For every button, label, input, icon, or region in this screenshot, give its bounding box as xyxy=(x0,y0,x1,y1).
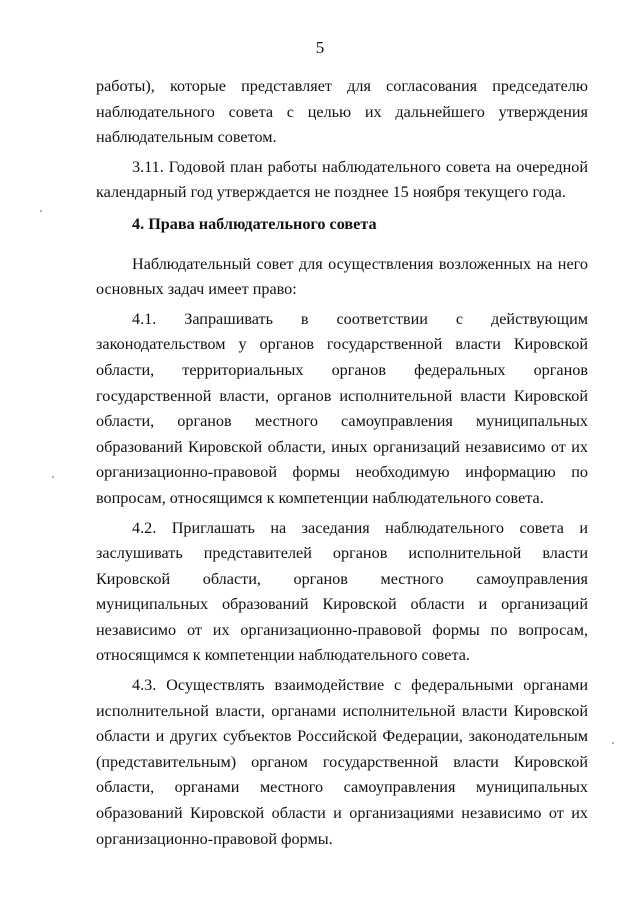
document-body xyxy=(96,74,588,852)
section-heading: 4. Права наблюдательного совета xyxy=(132,214,377,233)
page-number: 5 xyxy=(315,38,325,57)
paragraph-4-2: 4.2. Приглашать на заседания наблюдательного совета и заслушивать представителей органов исполнительной власти Кировской области, органов местного самоуправления муниципальных образований Кировской области и организаций независимо от их организационно-правовой формы по вопросам, относящимся к компетенции наблюдательного совета. xyxy=(96,518,588,665)
scan-speck xyxy=(52,476,54,478)
scan-speck xyxy=(40,210,42,212)
paragraph-4-1: 4.1. Запрашивать в соответствии с действующим законодательством у органов государственной власти Кировской области, территориальных органов федеральных органов государственной власти, органов исполнительной власти Кировской области, органов местного самоуправления муниципальных образований Кировской области, иных организаций независимо от их организационно-правовой формы необходимую информацию по вопросам, относящимся к компетенции наблюдательного совета. xyxy=(96,309,588,507)
paragraph-3-11: 3.11. Годовой план работы наблюдательного совета на очередной календарный год утверждается не позднее 15 ноября текущего года. xyxy=(96,157,588,202)
paragraph-4-3: 4.3. Осуществлять взаимодействие с федеральными органами исполнительной власти, органами исполнительной власти Кировской области и других субъектов Российской Федерации, законодательным (представительным) органом государственной власти Кировской области, органами местного самоуправления муниципальных образований Кировской области и организациями независимо от их организационно-правовой формы. xyxy=(96,676,588,848)
paragraph-continuation: работы), которые представляет для согласования председателю наблюдательного совета с целью их дальнейшего утверждения наблюдательным советом. xyxy=(96,77,588,147)
paragraph-intro: Наблюдательный совет для осуществления возложенных на него основных задач имеет право: xyxy=(96,254,588,299)
scan-speck xyxy=(612,742,614,744)
